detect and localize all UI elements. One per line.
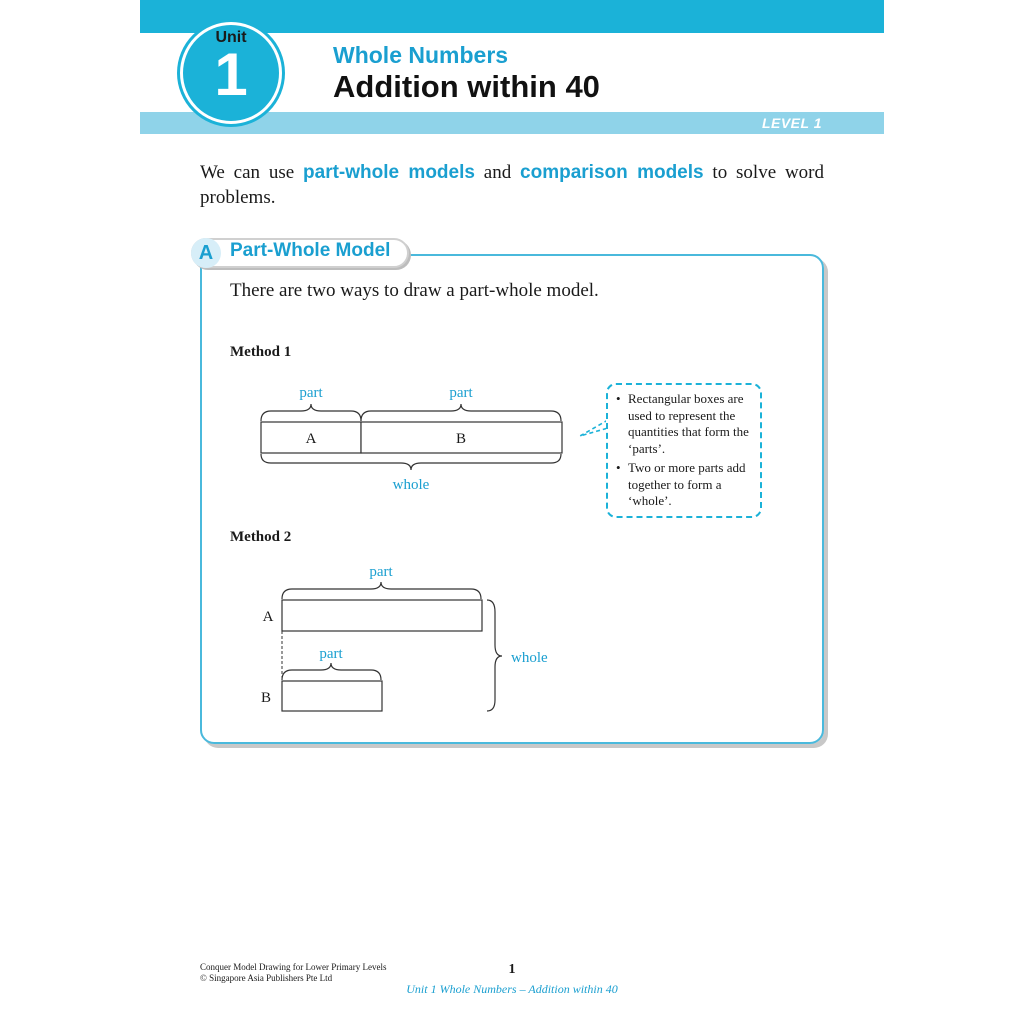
method-2-heading: Method 2 — [230, 529, 292, 545]
page-number: 1 — [508, 962, 516, 977]
method-2-brace-part-b — [282, 663, 381, 680]
method-2-whole-label: whole — [511, 650, 548, 666]
method-1-brace-whole — [261, 454, 561, 470]
method-1-part-label-b: part — [449, 385, 473, 401]
method-2-brace-whole — [487, 600, 502, 711]
unit-label: Unit — [215, 29, 247, 46]
note-pointer — [580, 420, 608, 436]
method-2-part-label-b: part — [319, 646, 343, 662]
note-item: • Rectangular boxes are used to represent the quantities that form the ‘parts’. — [616, 391, 752, 457]
level-label: LEVEL 1 — [761, 115, 822, 131]
unit-number: 1 — [214, 41, 248, 108]
footer-copyright: © Singapore Asia Publishers Pte Ltd — [200, 973, 333, 983]
method-1-part-label-a: part — [299, 385, 323, 401]
method-1-box-a-label: A — [305, 431, 317, 447]
method-1-brace-part-a — [261, 404, 361, 421]
footer-book-title: Conquer Model Drawing for Lower Primary Levels — [200, 962, 387, 972]
intro-highlight-comparison: comparison models — [520, 162, 704, 183]
method-1-heading: Method 1 — [230, 344, 292, 360]
method-2-bar-b — [282, 681, 382, 711]
footer-running-title: Unit 1 Whole Numbers – Addition within 40 — [406, 982, 618, 996]
intro-text-middle: and — [474, 162, 521, 183]
method-2-brace-part-a — [282, 582, 481, 599]
note-item: • Two or more parts add together to form a ‘whole’. — [616, 460, 752, 510]
section-intro: There are two ways to draw a part-whole model. — [230, 280, 599, 301]
section-title: Part-Whole Model — [230, 240, 391, 261]
unit-title: Addition within 40 — [333, 69, 600, 104]
note-callout — [606, 383, 762, 518]
method-1-whole-label: whole — [392, 477, 430, 493]
intro-text-before: We can use — [200, 162, 304, 183]
method-2-bar-a — [282, 600, 482, 631]
intro-highlight-part-whole: part-whole models — [303, 162, 475, 183]
method-1-brace-part-b — [361, 404, 561, 421]
method-2-row-a-label: A — [262, 609, 274, 625]
unit-subtitle: Whole Numbers — [333, 42, 509, 68]
method-2-part-label-a: part — [369, 564, 393, 580]
section-letter: A — [191, 238, 221, 268]
intro-text-after: to solve word problems. — [200, 162, 824, 208]
method-2-row-b-label: B — [260, 690, 272, 706]
method-1-box-b-label: B — [455, 431, 467, 447]
